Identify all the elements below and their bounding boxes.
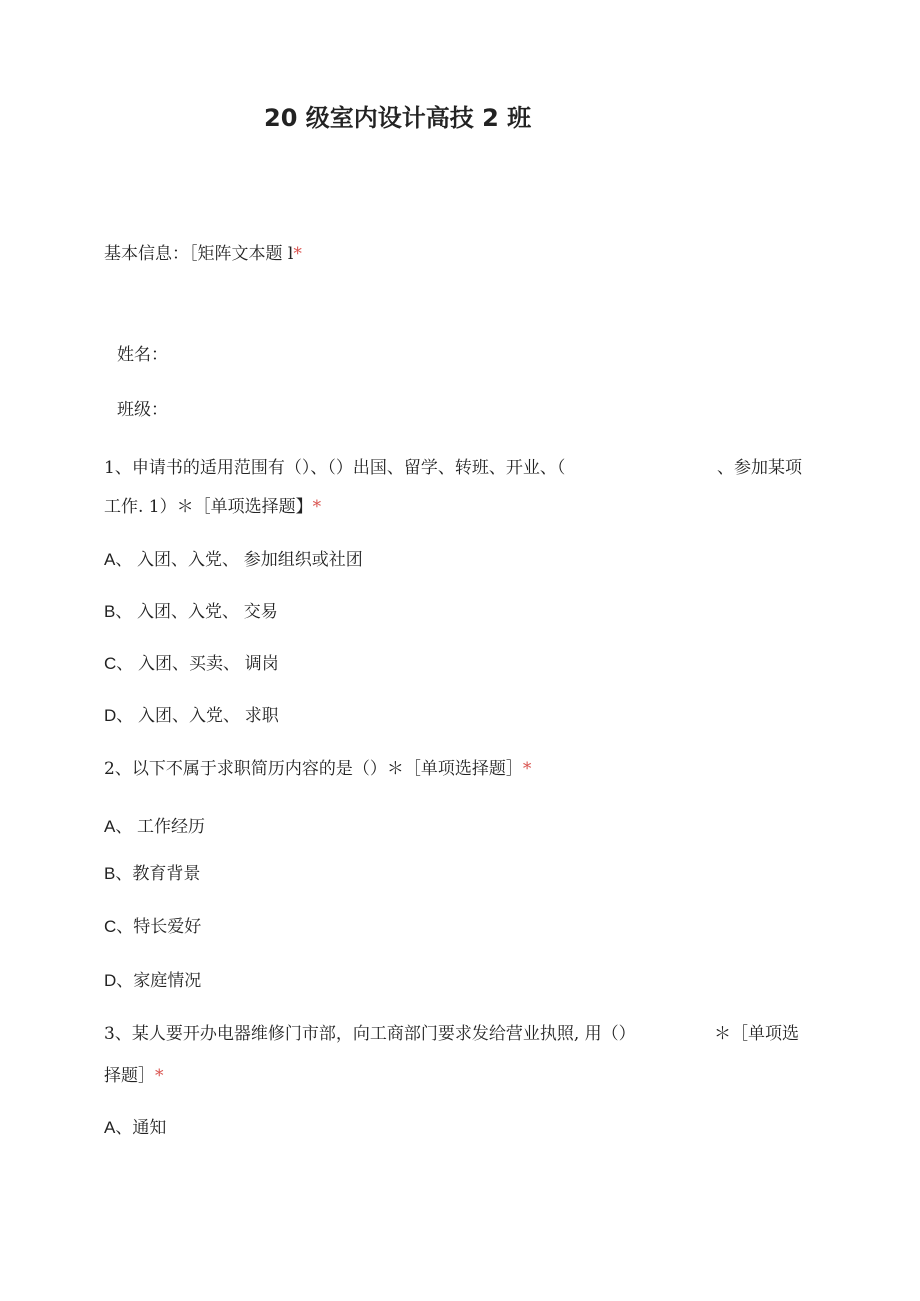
question-1-option-b[interactable]: B、 入团、入党、 交易 [104, 602, 278, 621]
name-field-label: 姓名： [117, 345, 168, 365]
question-1-option-a[interactable]: A、 入团、入党、 参加组织或社团 [104, 550, 363, 569]
question-1-type: 工作. 1）＊［单项选择题】 [104, 497, 313, 517]
question-1-option-c[interactable]: C、 入团、买卖、 调岗 [104, 654, 279, 673]
question-1-option-d[interactable]: D、 入团、入党、 求职 [104, 706, 279, 725]
basic-info-label: 基本信息：［矩阵文本题 l [104, 244, 294, 264]
question-3-line1-left: 3、某人要开办电器维修门市部，向工商部门要求发给营业执照, 用（） [104, 1024, 636, 1044]
required-mark: * [312, 497, 322, 517]
question-3-type: 择题］ [104, 1066, 155, 1086]
question-2-option-b[interactable]: B、教育背景 [104, 864, 201, 883]
page-title: 20 级室内设计高技 2 班 [264, 104, 532, 132]
question-3-line2 [104, 1065, 164, 1087]
required-mark: * [522, 759, 532, 779]
question-2-text: 2、以下不属于求职简历内容的是（）＊［单项选择题］ [104, 759, 523, 779]
question-3-line1-right: ＊［单项选 [714, 1024, 799, 1044]
question-1-line1-right: 、参加某项 [717, 458, 802, 478]
question-1-line2 [104, 496, 321, 518]
question-2-option-d[interactable]: D、家庭情况 [104, 971, 202, 990]
required-mark: * [293, 244, 302, 264]
class-field-label: 班级： [117, 400, 168, 420]
basic-info-heading [104, 243, 302, 265]
question-3-option-a[interactable]: A、通知 [104, 1118, 167, 1137]
question-2-line1 [104, 758, 531, 780]
question-1-line1-left: 1、申请书的适用范围有（）、（）出国、留学、转班、开业、（ [104, 458, 566, 478]
required-mark: * [155, 1066, 164, 1086]
question-2-option-c[interactable]: C、特长爱好 [104, 917, 202, 936]
question-2-option-a[interactable]: A、 工作经历 [104, 817, 206, 836]
